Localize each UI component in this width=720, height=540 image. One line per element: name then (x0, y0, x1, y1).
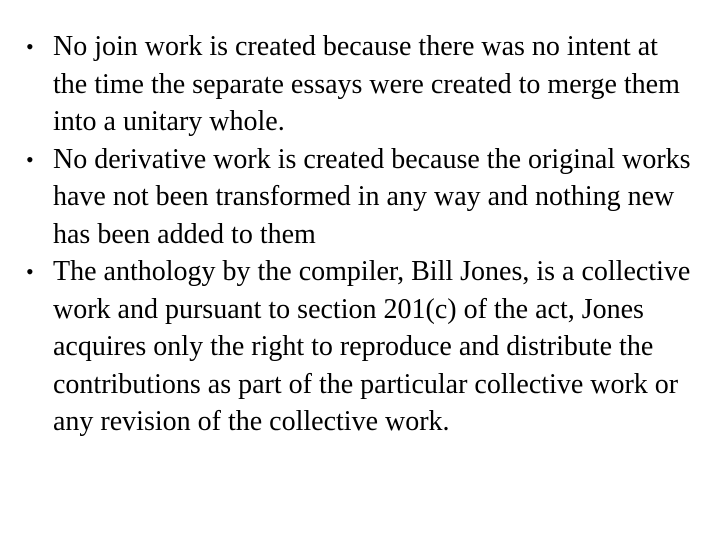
bullet-item-collective-work (0, 253, 693, 441)
bullet-text: No derivative work is created because the original works have not been transformed in any way and nothing new has been added to them (53, 143, 691, 250)
bullet-item-join-work (0, 28, 693, 141)
bullet-item-derivative-work (0, 141, 693, 254)
bullet-text: No join work is created because there was no intent at the time the separate essays were created to merge them into a unitary whole. (53, 31, 680, 137)
bullet-list (0, 28, 720, 441)
bullet-icon: • (26, 146, 34, 172)
bullet-icon: • (26, 34, 34, 59)
bullet-text: The anthology by the compiler, Bill Jones, is a collective work and pursuant to section 201(c) of the act, Jones acquires only the right to reproduce and distribute the contributions as part of the particular collective work or any revision of the collective work. (53, 256, 691, 437)
bullet-icon: • (26, 259, 34, 284)
